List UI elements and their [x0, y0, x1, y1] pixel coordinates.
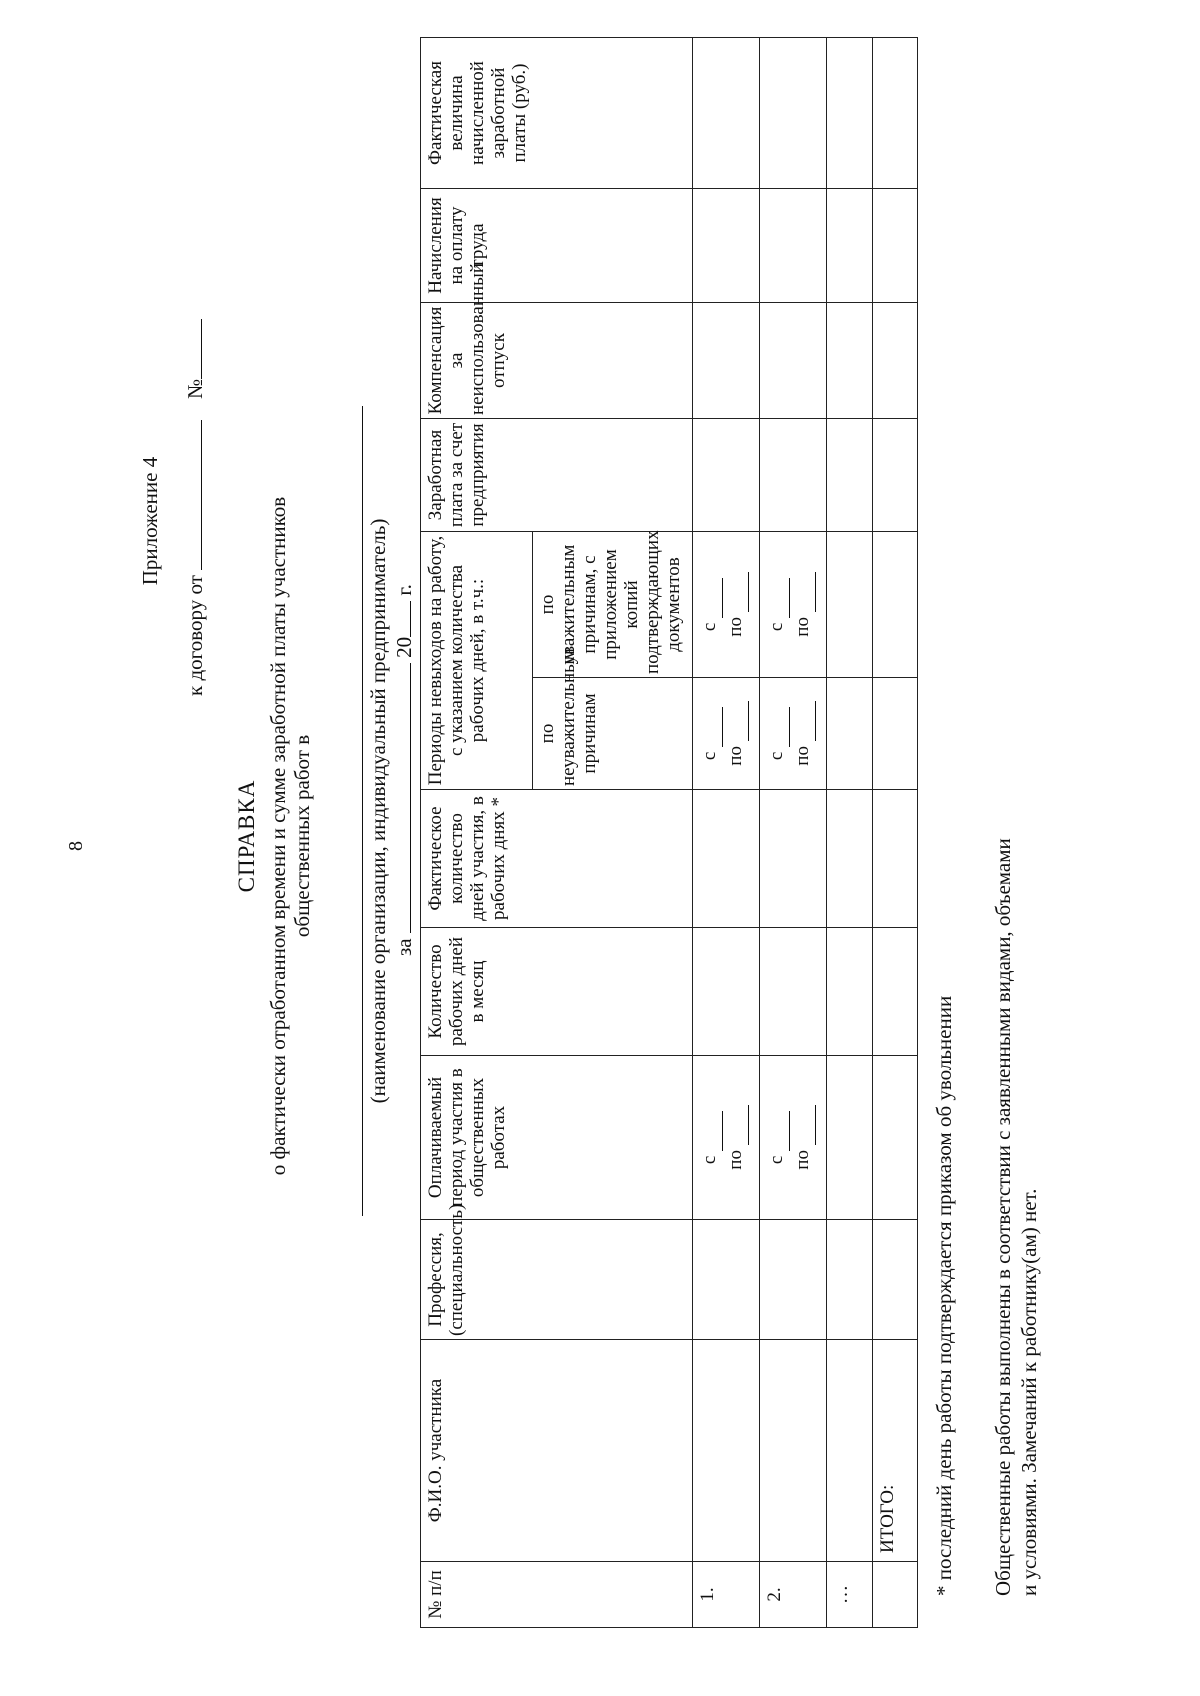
- total-salary-cell[interactable]: [873, 419, 918, 532]
- header-absence-excused: по уважительным причинам, с приложением копий подтверждающих документов: [533, 532, 693, 678]
- row-num: 2.: [760, 1562, 827, 1628]
- reporting-period: [392, 436, 417, 956]
- from-label: с: [699, 751, 720, 761]
- actual-salary-cell[interactable]: [827, 38, 873, 189]
- table-header-row: [421, 38, 533, 1628]
- from-label: с: [766, 751, 787, 761]
- from-label: с: [766, 622, 787, 632]
- from-label: с: [699, 1155, 720, 1165]
- table-row: [693, 38, 760, 1628]
- name-cell[interactable]: [827, 1340, 873, 1562]
- table-row: [827, 38, 873, 1628]
- contract-from-label: к договору от: [183, 575, 207, 696]
- appendix-label: Приложение 4: [138, 456, 162, 586]
- paid-period-cell[interactable]: [827, 1056, 873, 1220]
- from-label: с: [699, 622, 720, 632]
- total-row: [873, 38, 918, 1628]
- working-days-cell[interactable]: [693, 928, 760, 1056]
- subtitle-line-2: общественных работ в: [290, 734, 314, 938]
- subtitle-line-1: о фактически отработанном времени и сумме заработной платы участников: [266, 496, 290, 1176]
- name-cell[interactable]: [760, 1340, 827, 1562]
- header-payroll-charges: Начисления на оплату труда: [421, 189, 693, 303]
- period-year-blank: [410, 601, 411, 637]
- page-number: 8: [65, 841, 87, 851]
- total-payroll-charges-cell[interactable]: [873, 189, 918, 303]
- payroll-charges-cell[interactable]: [760, 189, 827, 303]
- header-absences: Периоды невыходов на работу, с указанием количества рабочих дней, в т.ч.:: [421, 532, 533, 790]
- total-label: ИТОГО:: [873, 1340, 918, 1562]
- paid-period-cell[interactable]: [693, 1056, 760, 1220]
- period-year-prefix: 20: [392, 636, 416, 658]
- compensation-cell[interactable]: [760, 303, 827, 419]
- to-blank: [732, 572, 749, 612]
- contract-number-blank: [201, 319, 202, 379]
- salary-cell[interactable]: [760, 419, 827, 532]
- from-blank: [773, 707, 790, 747]
- header-num: № п/п: [421, 1562, 693, 1628]
- absence-unexcused-cell[interactable]: [760, 678, 827, 790]
- to-label: по: [792, 1150, 813, 1170]
- actual-days-cell[interactable]: [693, 790, 760, 928]
- to-blank: [732, 701, 749, 741]
- absence-excused-cell[interactable]: [693, 532, 760, 678]
- document-title: СПРАВКА: [234, 779, 259, 893]
- header-absence-unexcused: по неуважительным причинам: [533, 678, 693, 790]
- total-num-cell: [873, 1562, 918, 1628]
- contract-reference: [183, 276, 208, 696]
- actual-salary-cell[interactable]: [693, 38, 760, 189]
- profession-cell[interactable]: [827, 1220, 873, 1340]
- working-days-cell[interactable]: [760, 928, 827, 1056]
- row-num: 1.: [693, 1562, 760, 1628]
- to-blank: [799, 1105, 816, 1145]
- total-profession-cell[interactable]: [873, 1220, 918, 1340]
- total-compensation-cell[interactable]: [873, 303, 918, 419]
- absence-unexcused-cell[interactable]: [693, 678, 760, 790]
- paid-period-cell[interactable]: [760, 1056, 827, 1220]
- period-year-suffix: г.: [392, 584, 416, 596]
- header-working-days: Количество рабочих дней в месяц: [421, 928, 693, 1056]
- profession-cell[interactable]: [693, 1220, 760, 1340]
- period-for-label: за: [392, 938, 416, 956]
- to-blank: [732, 1105, 749, 1145]
- actual-days-cell[interactable]: [827, 790, 873, 928]
- to-label: по: [792, 617, 813, 637]
- report-table: [420, 37, 918, 1628]
- name-cell[interactable]: [693, 1340, 760, 1562]
- number-sign: №: [183, 378, 207, 399]
- total-actual-salary-cell[interactable]: [873, 38, 918, 189]
- actual-days-cell[interactable]: [760, 790, 827, 928]
- total-actual-days-cell[interactable]: [873, 790, 918, 928]
- footnote: * последний день работы подтверждается приказом об увольнении: [932, 995, 956, 1596]
- to-label: по: [725, 746, 746, 766]
- row-num: …: [827, 1562, 873, 1628]
- from-blank: [706, 1111, 723, 1151]
- absence-unexcused-cell[interactable]: [827, 678, 873, 790]
- to-blank: [799, 701, 816, 741]
- to-blank: [799, 572, 816, 612]
- from-blank: [706, 578, 723, 618]
- to-label: по: [725, 1150, 746, 1170]
- header-paid-period: Оплачиваемый период участия в общественных работах: [421, 1056, 693, 1220]
- working-days-cell[interactable]: [827, 928, 873, 1056]
- organization-blank-line: [362, 406, 363, 1216]
- salary-cell[interactable]: [827, 419, 873, 532]
- header-actual-salary: Фактическая величина начисленной заработной платы (руб.): [421, 38, 693, 189]
- total-absence-excused-cell[interactable]: [873, 532, 918, 678]
- organization-caption: (наименование организации, индивидуальный предприниматель): [366, 518, 390, 1104]
- compensation-cell[interactable]: [693, 303, 760, 419]
- from-blank: [773, 578, 790, 618]
- payroll-charges-cell[interactable]: [827, 189, 873, 303]
- header-salary: Заработная плата за счет предприятия: [421, 419, 693, 532]
- total-working-days-cell[interactable]: [873, 928, 918, 1056]
- header-actual-days: Фактическое количество дней участия, в рабочих днях *: [421, 790, 693, 928]
- document-subtitle: [266, 366, 314, 1306]
- payroll-charges-cell[interactable]: [693, 189, 760, 303]
- from-blank: [706, 707, 723, 747]
- note-line-2: и условиями. Замечаний к работнику(ам) нет.: [1017, 1188, 1041, 1596]
- total-absence-unexcused-cell[interactable]: [873, 678, 918, 790]
- header-profession: Профессия, (специальность): [421, 1220, 693, 1340]
- period-month-blank: [410, 663, 411, 933]
- completion-note: [990, 196, 1042, 1596]
- salary-cell[interactable]: [693, 419, 760, 532]
- header-name: Ф.И.О. участника: [421, 1340, 693, 1562]
- note-line-1: Общественные работы выполнены в соответствии с заявленными видами, объемами: [991, 838, 1015, 1596]
- total-paid-period-cell[interactable]: [873, 1056, 918, 1220]
- to-label: по: [792, 746, 813, 766]
- table-row: [760, 38, 827, 1628]
- absence-excused-cell[interactable]: [760, 532, 827, 678]
- from-blank: [773, 1111, 790, 1151]
- contract-date-blank: [201, 420, 202, 570]
- to-label: по: [725, 617, 746, 637]
- profession-cell[interactable]: [760, 1220, 827, 1340]
- absence-excused-cell[interactable]: [827, 532, 873, 678]
- from-label: с: [766, 1155, 787, 1165]
- actual-salary-cell[interactable]: [760, 38, 827, 189]
- compensation-cell[interactable]: [827, 303, 873, 419]
- header-compensation: Компенсация за неиспользованный отпуск: [421, 303, 693, 419]
